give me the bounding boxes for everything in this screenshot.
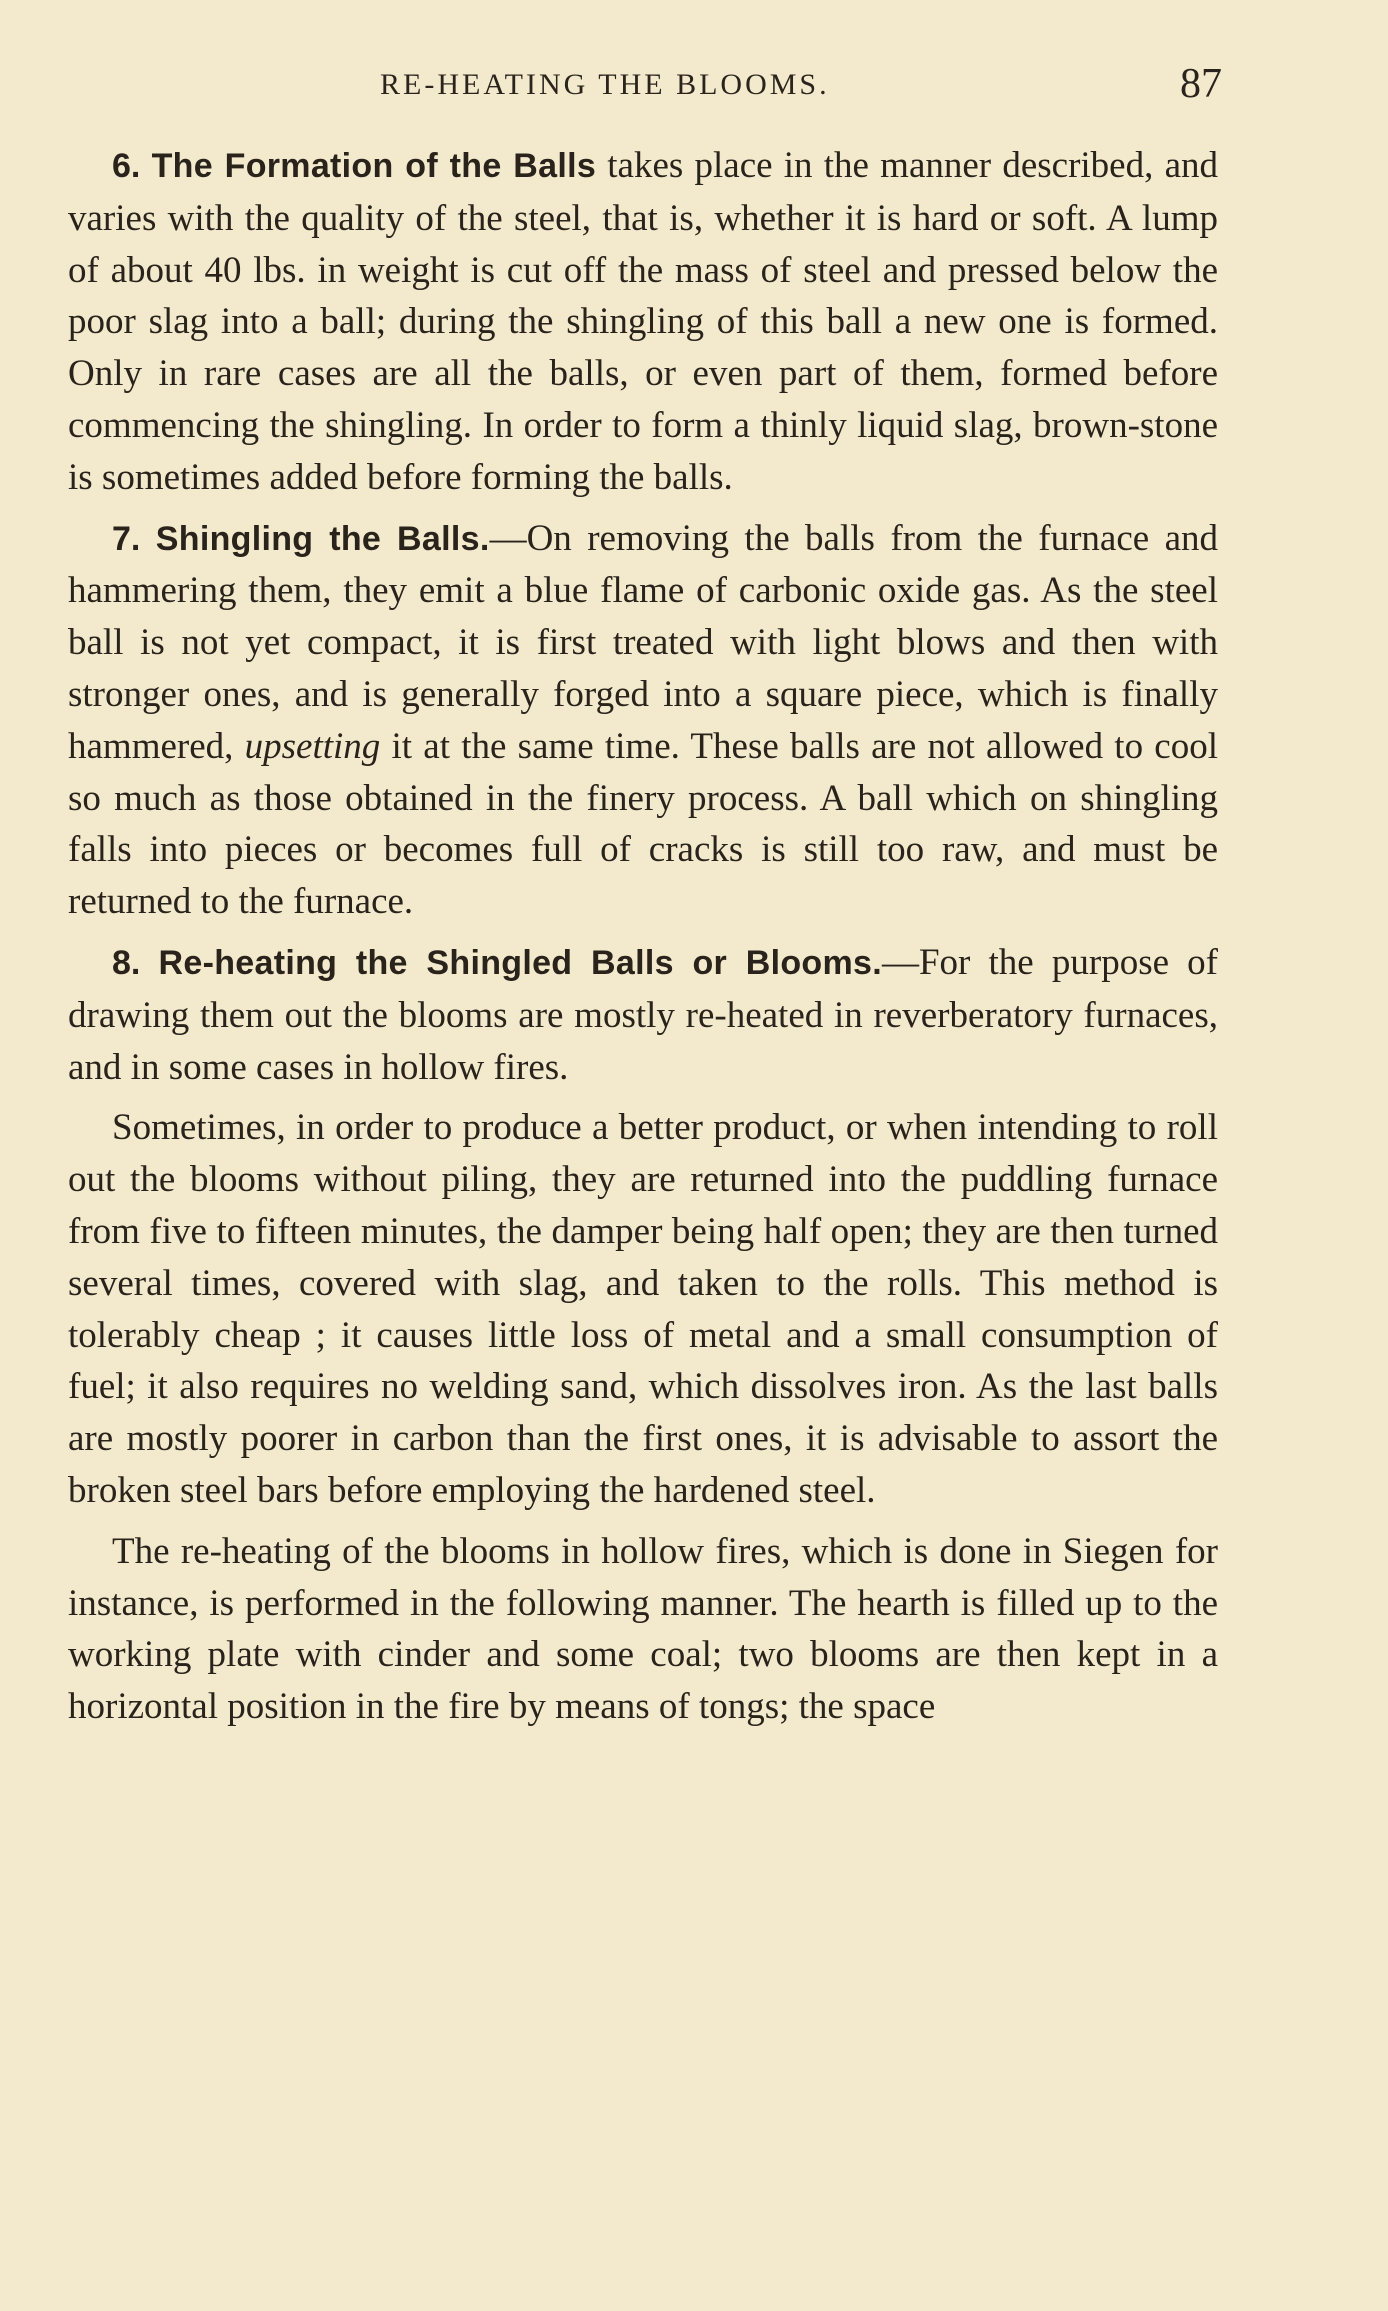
section-heading: Shingling the Balls.: [155, 519, 490, 558]
paragraph-8-reheating-blooms: [68, 937, 1218, 1093]
section-number: 7.: [112, 519, 141, 558]
paragraph-text: —For the purpose of drawing them out the blooms are mostly re-heated in reverberatory furnaces, and in some cases in hollow fires.: [68, 941, 1219, 1088]
paragraph-text: —On removing the balls from the furnace and hammering them, they emit a blue flame of carbonic oxide gas. As the steel ball is not yet compact, it is first treated with light blows and then with stronger ones, and is generally forged into a square piece, which is finally hammered,: [68, 517, 1219, 767]
section-heading: The Formation of the Balls: [151, 147, 597, 185]
page-header: [68, 60, 1222, 116]
paragraph-7-shingling-balls: [68, 513, 1218, 928]
paragraph-text: Sometimes, in order to produce a better product, or when intending to roll out the blooms without piling, they are returned into the puddling furnace from five to fifteen minutes, the damper being half open; they are then turned several times, covered with slag, and taken to the rolls. This method is tolerably cheap ; it causes little loss of metal and a small consumption of fuel; it also requires no welding sand, which dissolves iron. As the last balls are mostly poorer in carbon than the first ones, it is advisable to assort the broken steel bars before employing the hardened steel.: [68, 1107, 1218, 1511]
body-text: [68, 140, 1218, 1742]
section-heading: Re-heating the Shingled Balls or Blooms.: [158, 943, 882, 982]
paragraph-text: The re-heating of the blooms in hollow fires, which is done in Siegen for instance, is performed in the following manner. The hearth is filled up to the working plate with cinder and some coal; two blooms are then kept in a horizontal position in the fire by means of tongs; the space: [68, 1530, 1218, 1728]
section-number: 8.: [112, 943, 141, 982]
section-number: 6.: [112, 147, 141, 185]
paragraph-text: takes place in the manner described, and varies with the quality of the steel, that is, whether it is hard or soft. A lump of about 40 lbs. in weight is cut off the mass of steel and pressed below the poor slag into a ball; during the shingling of this ball a new one is formed. Only in rare cases are all the balls, or even part of them, formed before commencing the shingling. In order to form a thinly liquid slag, brown-stone is sometimes added before forming the balls.: [68, 145, 1218, 498]
running-head: RE-HEATING THE BLOOMS.: [380, 68, 830, 101]
paragraph-hollow-fires: [68, 1526, 1218, 1733]
page-number: 87: [1180, 61, 1222, 107]
paragraph-text-continued: it at the same time. These balls are not allowed to cool so much as those obtained in the finery process. A ball which on shingling falls into pieces or becomes full of cracks is still too raw, and must be returned to the furnace.: [68, 725, 1219, 923]
paragraph-6-formation-of-balls: [68, 140, 1218, 504]
paragraph-puddling-furnace: [68, 1102, 1218, 1516]
italic-term: upsetting: [244, 725, 381, 767]
